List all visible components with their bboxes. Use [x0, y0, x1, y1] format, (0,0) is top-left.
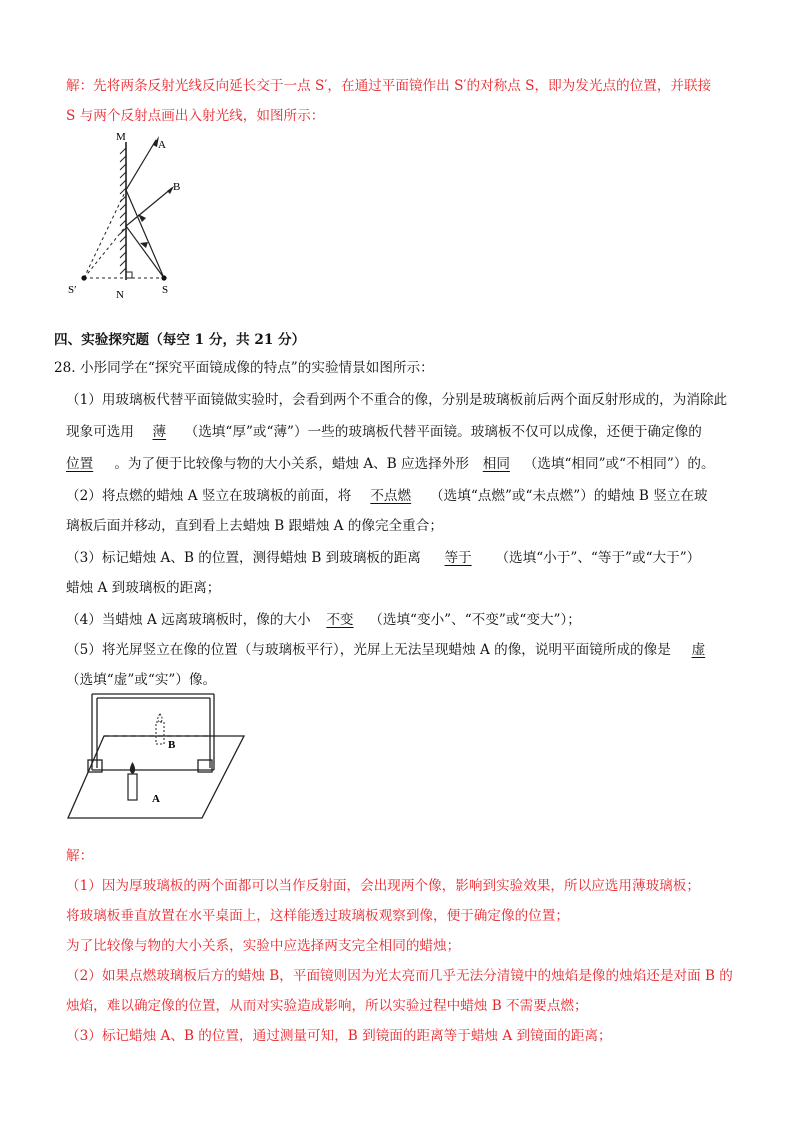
- label-b: B: [173, 181, 181, 193]
- solution-line: （3）标记蜡烛 A、B 的位置，通过测量可知，B 到镜面的距离等于蜡烛 A 到镜面的距离；: [66, 1028, 612, 1044]
- mirror-reflection-diagram: [60, 130, 200, 305]
- text-segment: （2）将点燃的蜡烛 A 竖立在玻璃板的前面，将: [66, 488, 352, 504]
- text-segment: （5）将光屏竖立在像的位置（与玻璃板平行），光屏上无法呈现蜡烛 A 的像，说明平面镜所成的像是: [66, 642, 671, 658]
- answer-blank-unlit: 不点燃: [370, 488, 412, 504]
- section-title: 四、实验探究题（每空 1 分，共 21 分）: [54, 332, 306, 348]
- solution-text-line: S 与两个反射点画出入射光线，如图所示：: [66, 108, 325, 124]
- text-segment: （选填“小于”、“等于”或“大于”）: [495, 550, 701, 566]
- label-candle-a: A: [152, 793, 160, 805]
- glass-plate-candle-diagram: [64, 690, 254, 830]
- text-segment: （3）标记蜡烛 A、B 的位置，测得蜡烛 B 到玻璃板的距离: [66, 550, 421, 566]
- solution-line: （1）因为厚玻璃板的两个面都可以当作反射面，会出现两个像，影响到实验效果，所以应选用薄玻璃板；: [66, 878, 700, 894]
- answer-blank-position: 位置: [66, 456, 94, 472]
- q-part-1a: （1）用玻璃板代替平面镜做实验时，会看到两个不重合的像，分别是玻璃板前后两个面反射形成的，为消除此: [66, 392, 728, 408]
- text-segment: 现象可选用: [66, 424, 134, 440]
- q-part-3a: [66, 548, 760, 568]
- answer-blank-virtual: 虚: [691, 642, 706, 658]
- text-segment: （选填“相同”或“不相同”）的。: [523, 456, 715, 472]
- text-segment: （4）当蜡烛 A 远离玻璃板时，像的大小: [66, 612, 311, 628]
- question-stem-text: 小彤同学在“探究平面镜成像的特点”的实验情景如图所示：: [79, 360, 434, 376]
- q-part-1c: [66, 454, 760, 474]
- answer-blank-same: 相同: [482, 456, 510, 472]
- text-segment: （选填“厚”或“薄”）一些的玻璃板代替平面镜。玻璃板不仅可以成像，还便于确定像的: [184, 424, 702, 440]
- label-s: S: [162, 284, 169, 296]
- label-n: N: [116, 289, 124, 301]
- answer-blank-thin: 薄: [152, 424, 167, 440]
- text-segment: 。为了便于比较像与物的大小关系，蜡烛 A、B 应选择外形: [114, 456, 470, 472]
- q-part-5a: [66, 640, 760, 660]
- text-segment: （选填“变小”、“不变”或“变大”）；: [369, 612, 581, 628]
- solution-line: 将玻璃板垂直放置在水平桌面上，这样能透过玻璃板观察到像，便于确定像的位置；: [66, 908, 569, 924]
- q-part-2b: 璃板后面并移动，直到看上去蜡烛 B 跟蜡烛 A 的像完全重合；: [66, 518, 443, 534]
- q-part-2a: [66, 486, 760, 506]
- label-s-prime: S′: [68, 284, 77, 296]
- q-part-1b: [66, 422, 760, 442]
- solution-line: 烛焰，难以确定像的位置，从而对实验造成影响，所以实验过程中蜡烛 B 不需要点燃；: [66, 998, 588, 1014]
- label-m: M: [116, 131, 126, 143]
- q-part-4: [66, 610, 760, 630]
- question-number: 28.: [54, 360, 76, 376]
- q-part-5b: （选填“虚”或“实”）像。: [66, 672, 217, 688]
- solution-line: 为了比较像与物的大小关系，实验中应选择两支完全相同的蜡烛；: [66, 938, 461, 954]
- answer-blank-equal: 等于: [444, 550, 472, 566]
- answer-blank-nochange: 不变: [326, 612, 354, 628]
- question-stem: [54, 358, 760, 378]
- q-part-3b: 蜡烛 A 到玻璃板的距离；: [66, 580, 221, 596]
- label-a: A: [158, 139, 166, 151]
- solution-text-line: 解：先将两条反射光线反向延长交于一点 S′，在通过平面镜作出 S′的对称点 S，即为发光点的位置，并联接: [66, 78, 712, 94]
- solution-title: 解：: [66, 848, 94, 864]
- text-segment: （选填“点燃”或“未点燃”）的蜡烛 B 竖立在玻: [430, 488, 708, 504]
- label-candle-b: B: [168, 739, 176, 751]
- solution-line: （2）如果点燃玻璃板后方的蜡烛 B，平面镜则因为光太亮而几乎无法分清镜中的烛焰是像的烛焰还是对面 B 的: [66, 968, 733, 984]
